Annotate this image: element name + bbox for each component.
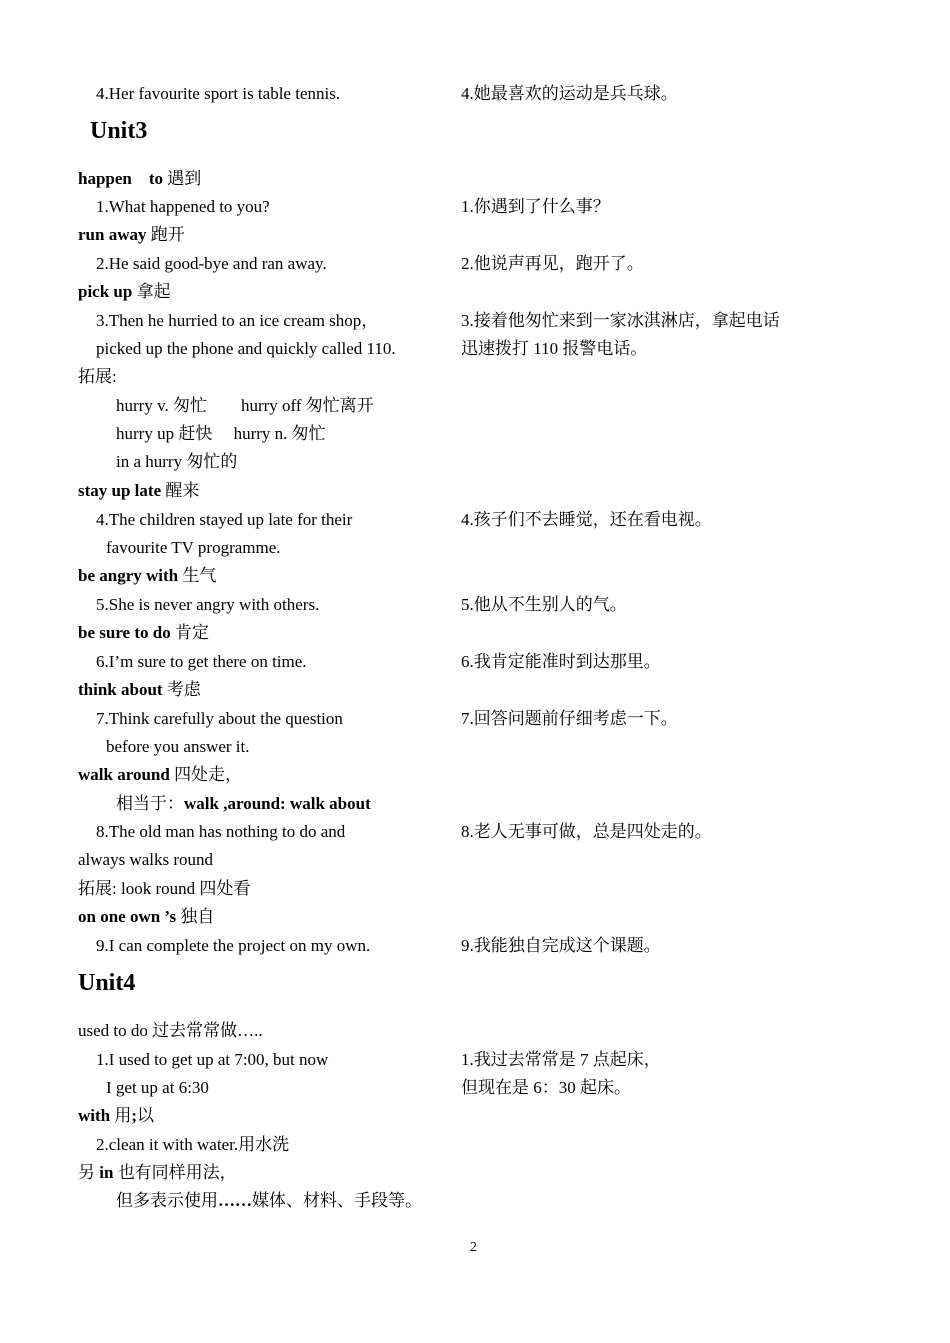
phrase-meaning: 肯定 <box>170 623 209 642</box>
phrase-entry: used to do 过去常常做….. <box>78 1021 263 1040</box>
sentence-en: 6.I’m sure to get there on time. <box>96 652 307 671</box>
phrase-meaning: 用 <box>110 1106 132 1125</box>
phrase-entry <box>78 765 242 785</box>
usage-note-post: 也有同样用法， <box>113 1163 237 1182</box>
sentence-en: 5.She is never angry with others. <box>96 595 320 614</box>
sentence-en: before you answer it. <box>106 737 250 756</box>
usage-note-keyword: in <box>99 1163 114 1182</box>
phrase-meaning-tail: 以 <box>137 1106 155 1125</box>
phrase-term: happen to <box>78 169 164 188</box>
sentence-cn: 9.我能独自完成这个课题。 <box>461 936 661 955</box>
sentence-en: 2.clean it with water.用水洗 <box>96 1135 290 1154</box>
phrase-entry <box>78 680 201 700</box>
sentence-en: 8.The old man has nothing to do and <box>96 822 346 841</box>
phrase-entry <box>78 623 209 643</box>
phrase-entry <box>78 481 199 501</box>
phrase-term: on one own ’s <box>78 907 177 926</box>
phrase-entry <box>78 1106 154 1126</box>
sentence-en: favourite TV programme. <box>106 538 281 557</box>
phrase-term: be sure to do <box>78 623 171 642</box>
usage-note-pre: 但多表示使用 <box>116 1191 218 1210</box>
sentence-en: 9.I can complete the project on my own. <box>96 936 371 955</box>
phrase-entry <box>78 282 171 302</box>
extension-item: hurry v. 匆忙 hurry off 匆忙离开 <box>116 396 374 415</box>
extension-item: in a hurry 匆忙的 <box>116 452 238 471</box>
sentence-cn: 8.老人无事可做，总是四处走的。 <box>461 822 712 841</box>
usage-note-ellipsis: …… <box>218 1191 252 1210</box>
sentence-cn: 4.孩子们不去睡觉，还在看电视。 <box>461 510 712 529</box>
extension-item: 拓展: look round 四处看 <box>78 879 251 898</box>
page-number: 2 <box>470 1240 477 1255</box>
sentence-cn: 5.他从不生别人的气。 <box>461 595 627 614</box>
sentence-en: 1.What happened to you? <box>96 197 270 216</box>
phrase-meaning: 醒来 <box>161 481 200 500</box>
sentence-en: 3.Then he hurried to an ice cream shop， <box>96 311 379 330</box>
usage-note-pre: 另 <box>78 1163 100 1182</box>
phrase-meaning: 生气 <box>178 566 217 585</box>
sentence-en: I get up at 6:30 <box>106 1078 209 1097</box>
phrase-term: pick up <box>78 282 133 301</box>
unit-heading: Unit4 <box>78 970 136 996</box>
phrase-meaning: 四处走， <box>169 765 243 784</box>
sentence-cn: 4.她最喜欢的运动是兵乓球。 <box>461 84 678 103</box>
usage-note-post: 媒体、材料、手段等。 <box>252 1191 422 1210</box>
sentence-cn: 6.我肯定能准时到达那里。 <box>461 652 661 671</box>
equivalent-value: walk ,around: walk about <box>184 794 371 813</box>
equivalent-label: 相当于： <box>116 794 184 813</box>
sentence-cn: 1.我过去常常是 7 点起床， <box>461 1050 661 1069</box>
sentence-en: picked up the phone and quickly called 110. <box>96 339 396 358</box>
phrase-meaning: 遇到 <box>163 169 202 188</box>
phrase-entry <box>78 566 216 586</box>
sentence-en: 4.Her favourite sport is table tennis. <box>96 84 341 103</box>
phrase-term: with <box>78 1106 111 1125</box>
phrase-term: think about <box>78 680 163 699</box>
usage-note <box>116 1191 422 1211</box>
unit-heading: Unit3 <box>90 118 148 144</box>
extension-label: 拓展: <box>78 367 117 386</box>
sentence-cn: 但现在是 6：30 起床。 <box>461 1078 631 1097</box>
phrase-term: walk around <box>78 765 170 784</box>
phrase-meaning: 独自 <box>176 907 215 926</box>
phrase-term: be angry with <box>78 566 179 585</box>
phrase-entry <box>78 225 185 245</box>
sentence-cn: 迅速拨打 110 报警电话。 <box>461 339 648 358</box>
phrase-meaning: 跑开 <box>146 225 185 244</box>
equivalent-note <box>116 794 371 814</box>
sentence-en: 4.The children stayed up late for their <box>96 510 353 529</box>
usage-note <box>78 1163 237 1183</box>
sentence-en: always walks round <box>78 850 214 869</box>
phrase-meaning: 拿起 <box>132 282 171 301</box>
sentence-cn: 7.回答问题前仔细考虑一下。 <box>461 709 678 728</box>
phrase-meaning: 考虑 <box>162 680 201 699</box>
phrase-term: run away <box>78 225 147 244</box>
sentence-en: 7.Think carefully about the question <box>96 709 343 728</box>
sentence-en: 1.I used to get up at 7:00, but now <box>96 1050 329 1069</box>
sentence-cn: 2.他说声再见，跑开了。 <box>461 254 644 273</box>
sentence-en: 2.He said good-bye and ran away. <box>96 254 327 273</box>
phrase-separator: ; <box>131 1106 138 1125</box>
extension-item: hurry up 赶快 hurry n. 匆忙 <box>116 424 326 443</box>
phrase-entry <box>78 169 201 189</box>
phrase-entry <box>78 907 214 927</box>
sentence-cn: 1.你遇到了什么事？ <box>461 197 610 216</box>
sentence-cn: 3.接着他匆忙来到一家冰淇淋店，拿起电话 <box>461 311 780 330</box>
phrase-term: stay up late <box>78 481 162 500</box>
